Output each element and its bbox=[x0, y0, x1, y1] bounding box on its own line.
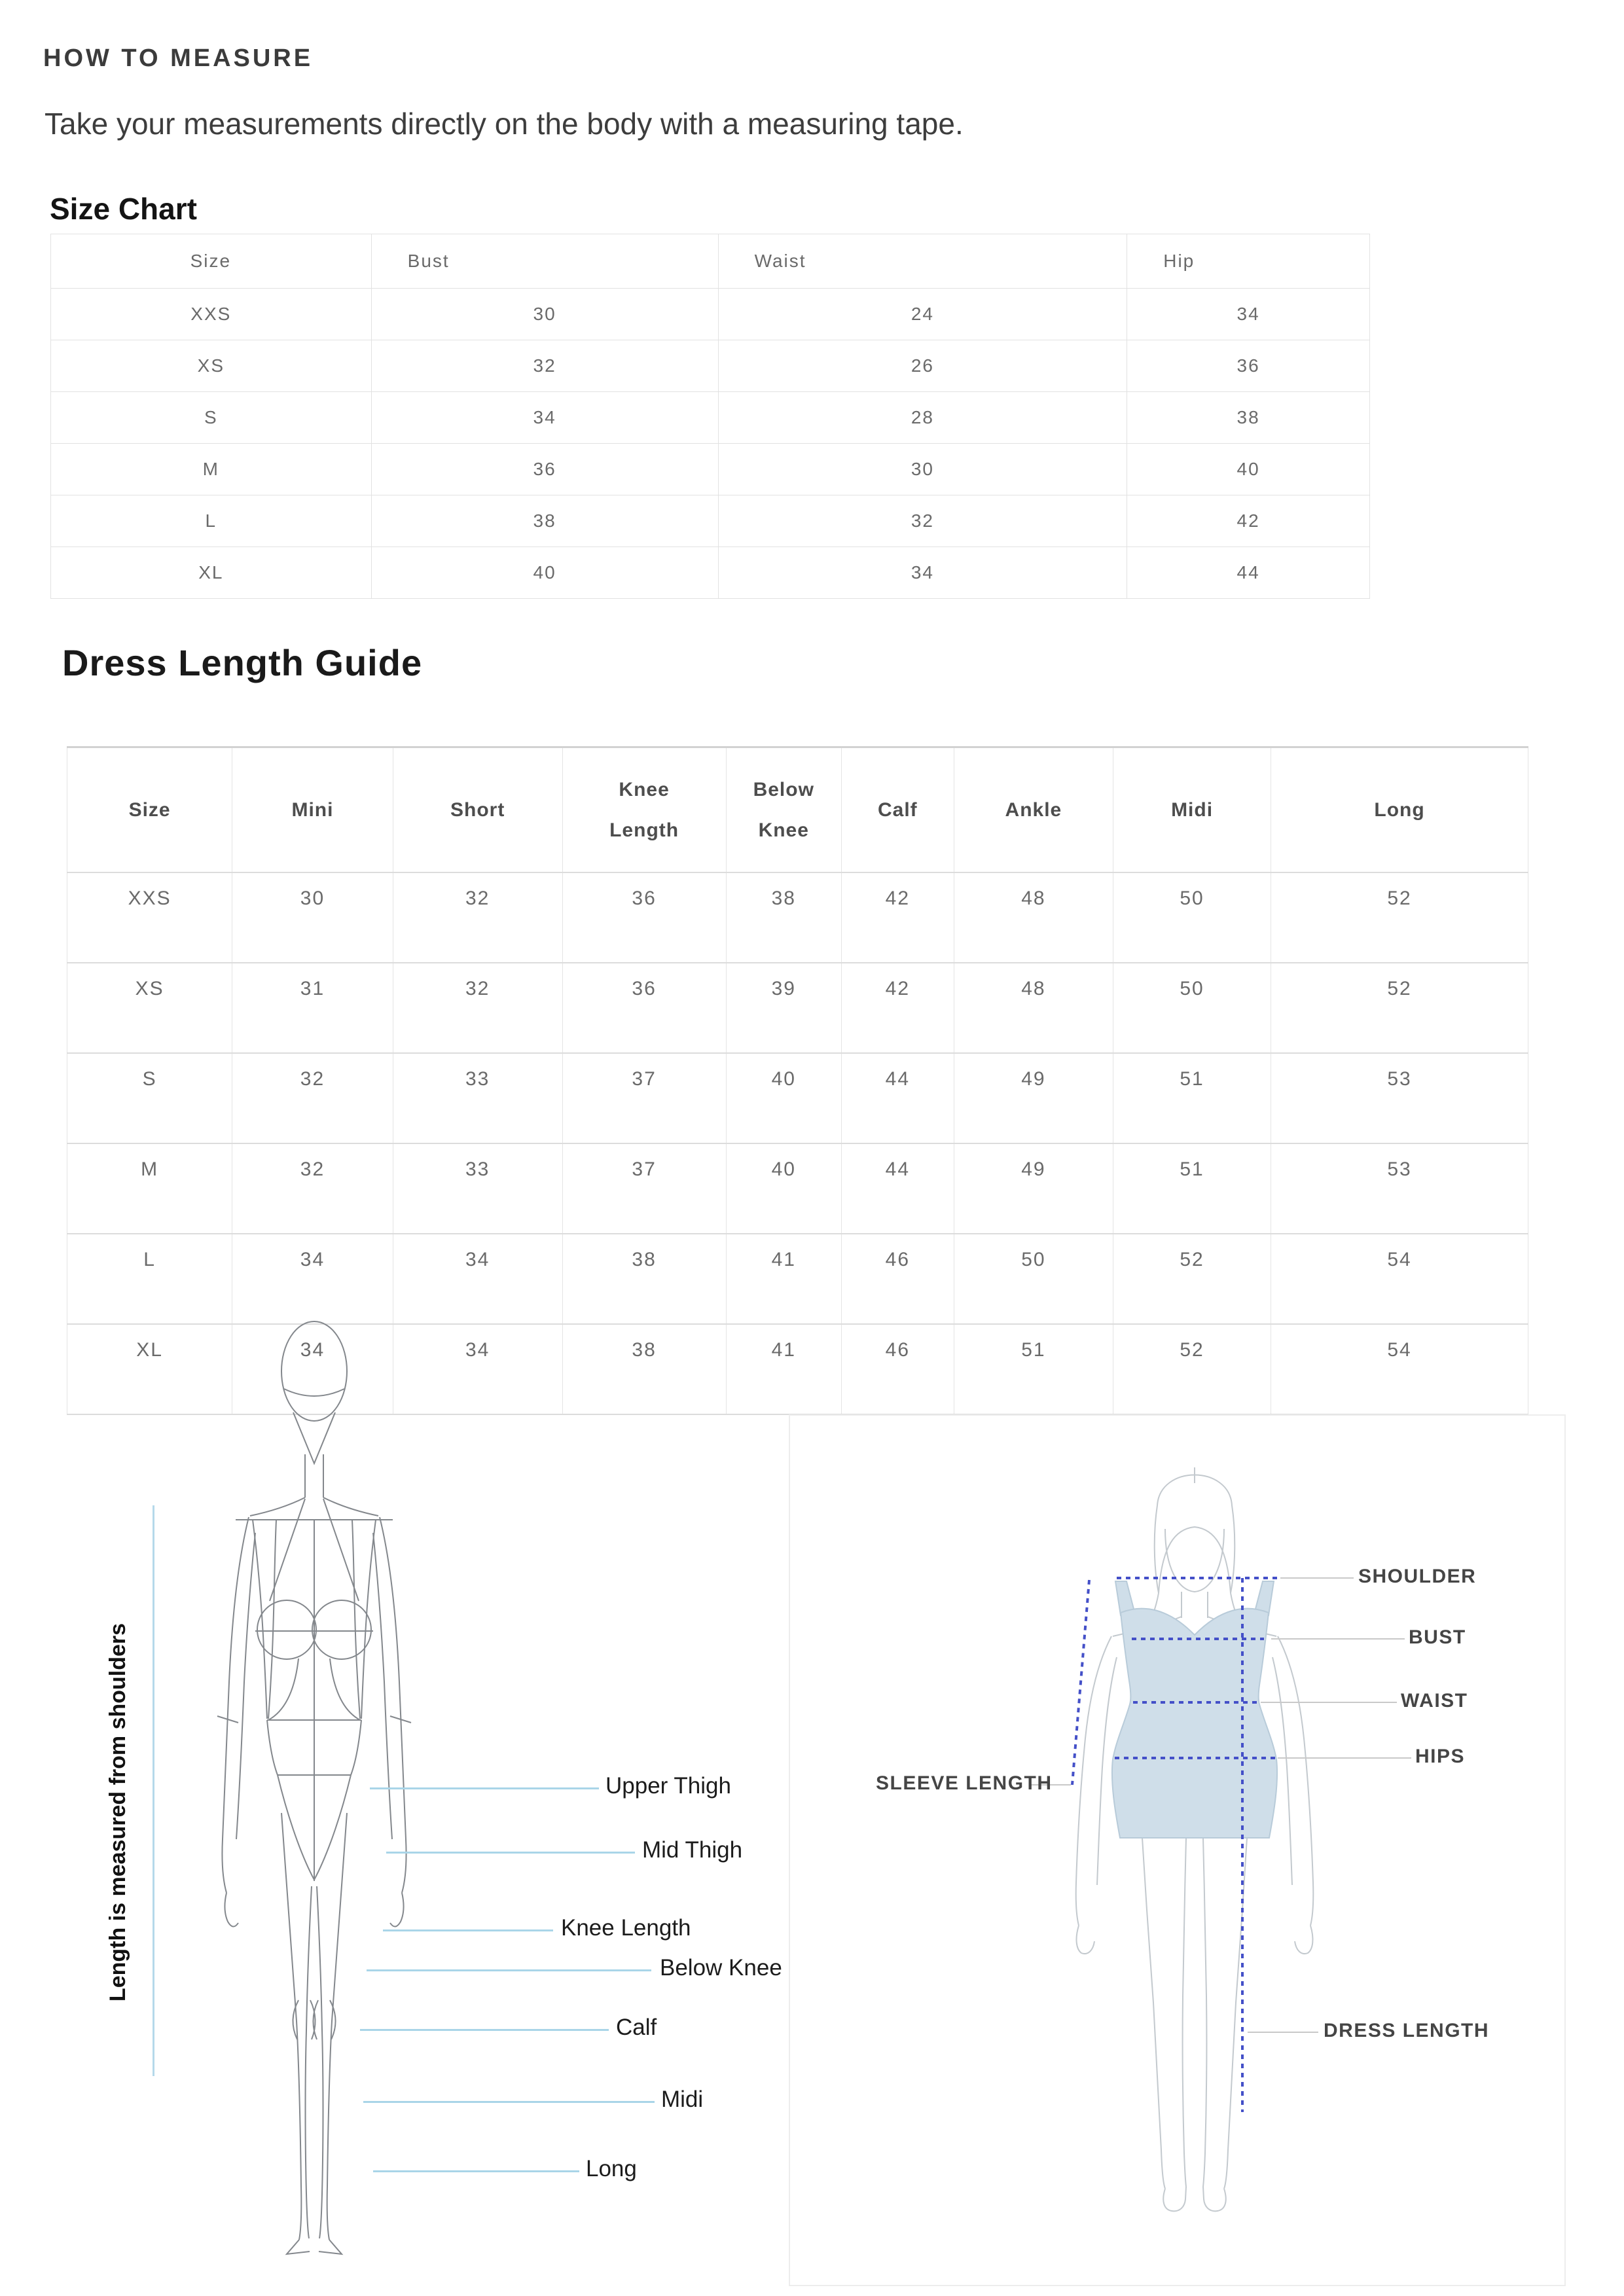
cell: 49 bbox=[954, 1053, 1113, 1143]
midi-line bbox=[363, 2101, 655, 2103]
table-row bbox=[51, 444, 1370, 495]
cell: 52 bbox=[1271, 872, 1528, 963]
length-axis-line bbox=[153, 1505, 154, 2076]
cell: 50 bbox=[954, 1234, 1113, 1324]
mid-thigh-line bbox=[386, 1852, 635, 1854]
cell: 48 bbox=[954, 963, 1113, 1053]
cell-bust: 34 bbox=[371, 392, 718, 444]
cell-bust: 38 bbox=[371, 495, 718, 547]
cell-hip: 42 bbox=[1127, 495, 1370, 547]
cell: 38 bbox=[726, 872, 841, 963]
cell-size: M bbox=[51, 444, 372, 495]
col-header-mini: Mini bbox=[232, 747, 393, 873]
cell: 53 bbox=[1271, 1053, 1528, 1143]
cell: 37 bbox=[562, 1053, 726, 1143]
cell-size: XL bbox=[51, 547, 372, 599]
dress-length-guide-title: Dress Length Guide bbox=[62, 642, 423, 683]
waist-label: WAIST bbox=[1401, 1690, 1468, 1712]
cell-waist: 34 bbox=[718, 547, 1127, 599]
knee-length-label: Knee Length bbox=[561, 1915, 691, 1941]
cell-hip: 44 bbox=[1127, 547, 1370, 599]
cell-bust: 30 bbox=[371, 289, 718, 340]
cell: 39 bbox=[726, 963, 841, 1053]
dress-table-header-row bbox=[67, 747, 1528, 873]
cell: 44 bbox=[841, 1143, 954, 1234]
cell-size: XXS bbox=[51, 289, 372, 340]
below-knee-label: Below Knee bbox=[660, 1955, 782, 1981]
cell: 37 bbox=[562, 1143, 726, 1234]
cell: 41 bbox=[726, 1234, 841, 1324]
cell: XL bbox=[67, 1324, 232, 1414]
cell: 52 bbox=[1271, 963, 1528, 1053]
cell: 38 bbox=[562, 1234, 726, 1324]
cell-size: L bbox=[51, 495, 372, 547]
cell: 46 bbox=[841, 1234, 954, 1324]
cell-waist: 30 bbox=[718, 444, 1127, 495]
cell: XXS bbox=[67, 872, 232, 963]
cell-waist: 24 bbox=[718, 289, 1127, 340]
cell-size: S bbox=[51, 392, 372, 444]
cell: 40 bbox=[726, 1143, 841, 1234]
table-row bbox=[51, 289, 1370, 340]
cell: 38 bbox=[562, 1324, 726, 1414]
cell-hip: 38 bbox=[1127, 392, 1370, 444]
cell: 49 bbox=[954, 1143, 1113, 1234]
col-header-waist: Waist bbox=[718, 234, 1127, 289]
col-header-short: Short bbox=[393, 747, 562, 873]
page-title: HOW TO MEASURE bbox=[43, 45, 314, 72]
cell: L bbox=[67, 1234, 232, 1324]
cell-bust: 32 bbox=[371, 340, 718, 392]
cell: 44 bbox=[841, 1053, 954, 1143]
col-header-hip: Hip bbox=[1127, 234, 1370, 289]
upper-thigh-label: Upper Thigh bbox=[605, 1773, 731, 1799]
cell: 34 bbox=[393, 1324, 562, 1414]
long-label: Long bbox=[586, 2156, 637, 2181]
col-header-ankle: Ankle bbox=[954, 747, 1113, 873]
cell: 50 bbox=[1113, 872, 1271, 963]
cell: 40 bbox=[726, 1053, 841, 1143]
bust-label: BUST bbox=[1409, 1626, 1466, 1648]
cell: XS bbox=[67, 963, 232, 1053]
cell: 32 bbox=[232, 1143, 393, 1234]
length-axis-note: Length is measured from shoulders bbox=[105, 1623, 130, 2002]
cell-bust: 36 bbox=[371, 444, 718, 495]
cell: 32 bbox=[232, 1053, 393, 1143]
col-header-below-knee: Below Knee bbox=[726, 747, 841, 873]
cell: 48 bbox=[954, 872, 1113, 963]
cell: 36 bbox=[562, 963, 726, 1053]
table-row bbox=[51, 547, 1370, 599]
cell: 33 bbox=[393, 1053, 562, 1143]
cell: 51 bbox=[954, 1324, 1113, 1414]
size-chart-header-row bbox=[51, 234, 1370, 289]
cell-hip: 36 bbox=[1127, 340, 1370, 392]
col-header-calf: Calf bbox=[841, 747, 954, 873]
table-row bbox=[51, 392, 1370, 444]
cell: S bbox=[67, 1053, 232, 1143]
length-guide-figure bbox=[98, 1309, 851, 2291]
table-row bbox=[67, 1053, 1528, 1143]
cell: 51 bbox=[1113, 1053, 1271, 1143]
calf-line bbox=[360, 2029, 609, 2031]
cell-waist: 28 bbox=[718, 392, 1127, 444]
cell: 41 bbox=[726, 1324, 841, 1414]
cell: M bbox=[67, 1143, 232, 1234]
col-header-midi: Midi bbox=[1113, 747, 1271, 873]
body-outline-figure bbox=[170, 1316, 458, 2258]
cell: 42 bbox=[841, 963, 954, 1053]
cell-waist: 32 bbox=[718, 495, 1127, 547]
size-chart-table bbox=[50, 234, 1370, 599]
cell: 53 bbox=[1271, 1143, 1528, 1234]
sleeve-length-label: SLEEVE LENGTH bbox=[876, 1772, 1053, 1794]
calf-label: Calf bbox=[616, 2015, 657, 2040]
table-row bbox=[51, 495, 1370, 547]
size-chart-title: Size Chart bbox=[50, 192, 197, 226]
col-header-size: Size bbox=[67, 747, 232, 873]
cell-bust: 40 bbox=[371, 547, 718, 599]
hips-label: HIPS bbox=[1415, 1746, 1466, 1767]
upper-thigh-line bbox=[370, 1787, 599, 1789]
table-row bbox=[51, 340, 1370, 392]
cell: 34 bbox=[232, 1324, 393, 1414]
cell: 42 bbox=[841, 872, 954, 963]
cell-waist: 26 bbox=[718, 340, 1127, 392]
shoulder-label: SHOULDER bbox=[1358, 1566, 1477, 1587]
long-line bbox=[373, 2170, 579, 2172]
cell: 32 bbox=[393, 963, 562, 1053]
cell: 52 bbox=[1113, 1234, 1271, 1324]
intro-text: Take your measurements directly on the body with a measuring tape. bbox=[45, 107, 964, 141]
dress-figure-drawing bbox=[785, 1374, 1624, 2296]
cell: 34 bbox=[393, 1234, 562, 1324]
table-row bbox=[67, 872, 1528, 963]
below-knee-line bbox=[367, 1969, 651, 1971]
cell: 34 bbox=[232, 1234, 393, 1324]
cell: 54 bbox=[1271, 1234, 1528, 1324]
table-row bbox=[67, 963, 1528, 1053]
knee-length-line bbox=[383, 1929, 553, 1931]
table-row bbox=[67, 1143, 1528, 1234]
cell: 33 bbox=[393, 1143, 562, 1234]
midi-label: Midi bbox=[661, 2087, 704, 2112]
col-header-size: Size bbox=[51, 234, 372, 289]
cell: 32 bbox=[393, 872, 562, 963]
col-header-long: Long bbox=[1271, 747, 1528, 873]
cell: 31 bbox=[232, 963, 393, 1053]
cell-size: XS bbox=[51, 340, 372, 392]
dress-measure-figure bbox=[785, 1374, 1624, 2296]
cell: 51 bbox=[1113, 1143, 1271, 1234]
cell: 52 bbox=[1113, 1324, 1271, 1414]
cell-hip: 34 bbox=[1127, 289, 1370, 340]
col-header-bust: Bust bbox=[371, 234, 718, 289]
cell: 50 bbox=[1113, 963, 1271, 1053]
cell: 30 bbox=[232, 872, 393, 963]
cell-hip: 40 bbox=[1127, 444, 1370, 495]
cell: 36 bbox=[562, 872, 726, 963]
dress-length-label: DRESS LENGTH bbox=[1324, 2020, 1490, 2041]
col-header-knee-length: Knee Length bbox=[562, 747, 726, 873]
mid-thigh-label: Mid Thigh bbox=[642, 1837, 743, 1863]
cell: 46 bbox=[841, 1324, 954, 1414]
cell: 54 bbox=[1271, 1324, 1528, 1414]
